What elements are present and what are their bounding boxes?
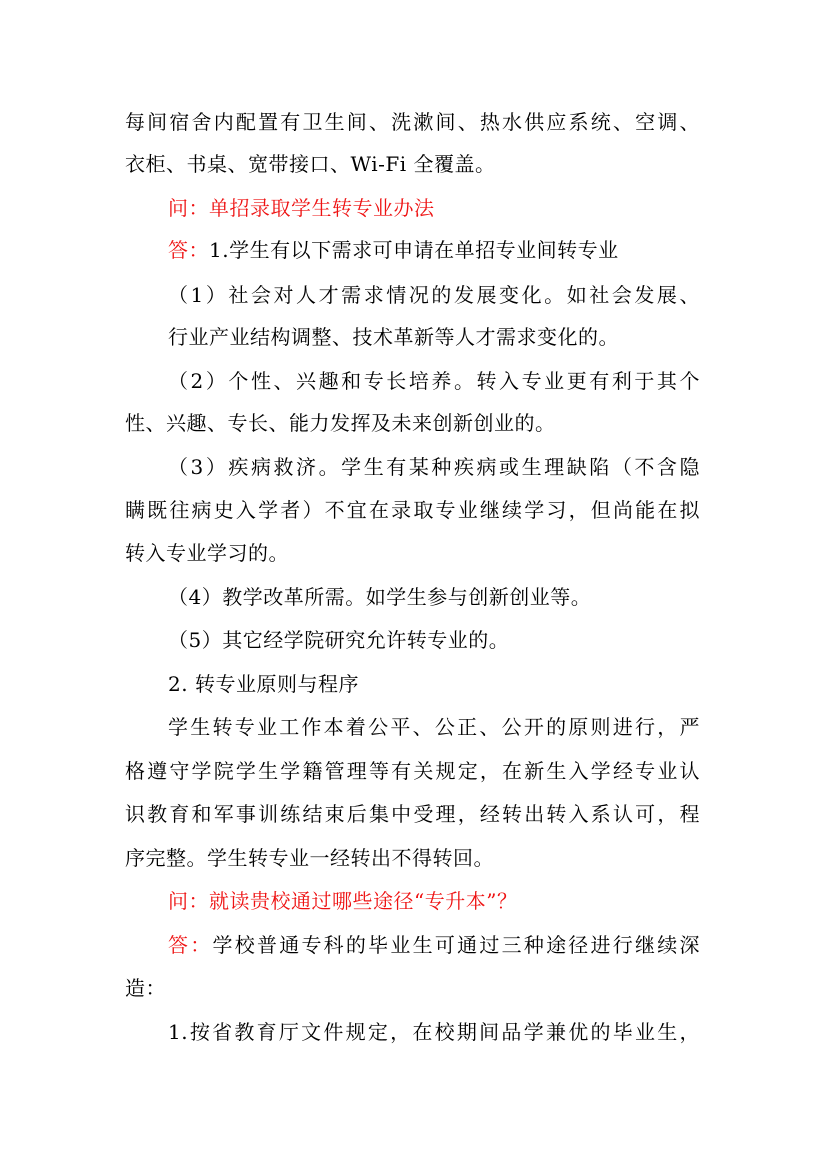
item-1-line-2: 行业产业结构调整、技术革新等人才需求变化的。 (168, 325, 619, 349)
item-4: （4）教学改革所需。如学生参与创新创业等。 (168, 585, 592, 609)
question-upgrade-bachelor: 问：就读贵校通过哪些途径“专升本”？ (168, 889, 518, 913)
section-2-line-1: 学生转专业工作本着公平、公正、公开的原则进行，严 (168, 715, 700, 739)
intro-line-1: 每间宿舍内配置有卫生间、洗漱间、热水供应系统、空调、 (125, 110, 700, 134)
question-transfer-major: 问：单招录取学生转专业办法 (168, 196, 435, 220)
answer-prefix-2: 答： (168, 933, 213, 957)
answer-line-2: 造： (125, 976, 166, 1000)
item-5: （5）其它经学院研究允许转专业的。 (168, 628, 510, 652)
item-3-line-3: 转入专业学习的。 (125, 541, 289, 565)
item-2-line-1: （2）个性、兴趣和专长培养。转入专业更有利于其个 (168, 369, 700, 393)
section-2-line-3: 识教育和军事训练结束后集中受理，经转出转入系认可，程 (125, 802, 700, 826)
section-2-title: 2. 转专业原则与程序 (168, 672, 359, 696)
answer-prefix: 答： (168, 238, 209, 262)
answer-first-line: 1.学生有以下需求可申请在单招专业间转专业 (209, 238, 619, 262)
item-1-line-1: （1）社会对人才需求情况的发展变化。如社会发展、 (168, 283, 700, 307)
upgrade-item-1-line-1: 1.按省教育厅文件规定，在校期间品学兼优的毕业生， (168, 1020, 700, 1044)
item-2-line-2: 性、兴趣、专长、能力发挥及未来创新创业的。 (125, 411, 556, 435)
section-2-line-2: 格遵守学院学生学籍管理等有关规定，在新生入学经专业认 (125, 759, 700, 783)
item-3-line-1: （3）疾病救济。学生有某种疾病或生理缺陷（不含隐 (168, 455, 700, 479)
answer-upgrade-bachelor (168, 933, 700, 957)
intro-line-2: 衣柜、书桌、宽带接口、Wi-Fi 全覆盖。 (125, 152, 496, 176)
answer-transfer-major (168, 238, 619, 262)
answer-line-1: 学校普通专科的毕业生可通过三种途径进行继续深 (212, 933, 701, 957)
section-2-line-4: 序完整。学生转专业一经转出不得转回。 (125, 846, 494, 870)
item-3-line-2: 瞒既往病史入学者）不宜在录取专业继续学习，但尚能在拟 (125, 498, 700, 522)
